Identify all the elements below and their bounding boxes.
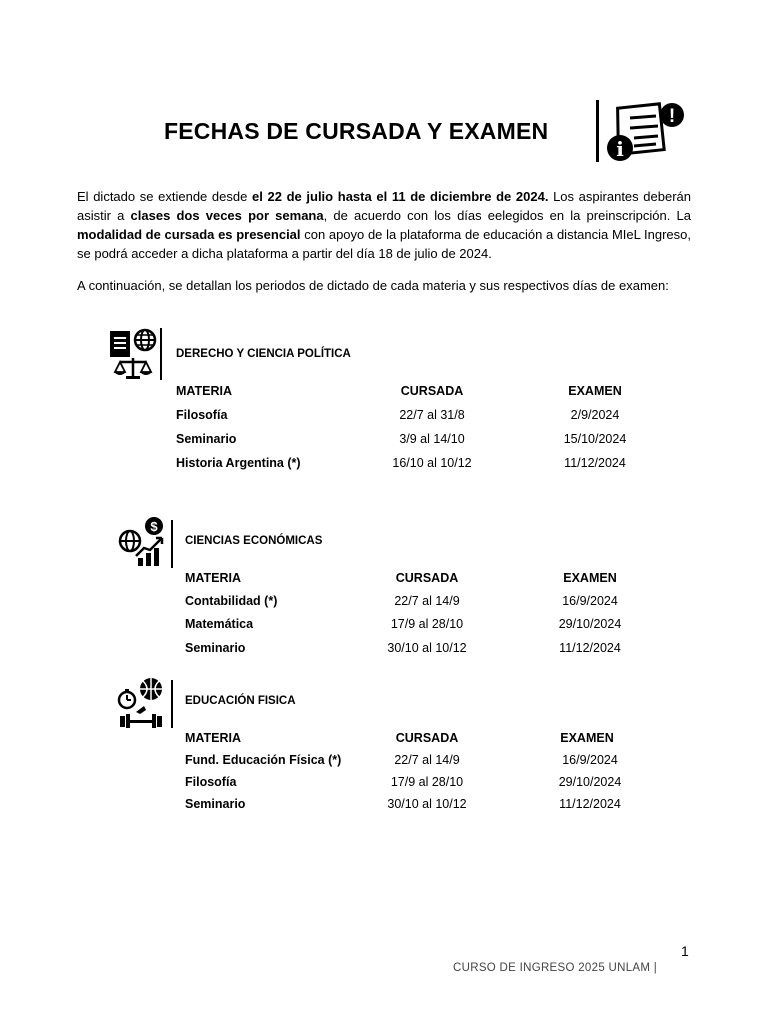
law-globe-icon	[108, 328, 158, 380]
table-row: Filosofía 22/7 al 31/8 2/9/2024	[176, 408, 620, 422]
table-row: Seminario 30/10 al 10/12 11/12/2024	[185, 641, 621, 655]
section-divider	[171, 520, 173, 568]
table-header: MATERIA CURSADA EXAMEN	[185, 731, 614, 745]
section-divider	[171, 680, 173, 728]
svg-text:!: !	[668, 106, 676, 127]
intro-paragraph: El dictado se extiende desde el 22 de julio hasta el 11 de diciembre de 2024. Los aspirantes deberán asistir a clases dos veces por semana, de acuerdo con los días eelegidos en la preinscripción. La modalidad de cursada es presencial con apoyo de la plataforma de educación a distancia MIeL Ingreso, se podrá acceder a dicha plataforma a partir del día 18 de julio de 2024.	[77, 189, 692, 261]
table-header: MATERIA CURSADA EXAMEN	[185, 571, 617, 585]
table-row: Contabilidad (*) 22/7 al 14/9 16/9/2024	[185, 594, 618, 608]
page-title: FECHAS DE CURSADA Y EXAMEN	[164, 118, 549, 144]
sports-icon	[116, 676, 166, 728]
section-divider	[160, 328, 162, 380]
section-title-derecho: DERECHO Y CIENCIA POLÍTICA	[176, 348, 351, 360]
footer-text: CURSO DE INGRESO 2025 UNLAM |	[453, 962, 658, 974]
info-document-icon	[596, 100, 688, 164]
section-title-economicas: CIENCIAS ECONÓMICAS	[185, 535, 323, 547]
economy-growth-icon	[118, 516, 166, 568]
table-row: Historia Argentina (*) 16/10 al 10/12 11/12/2024	[176, 456, 626, 470]
table-row: Fund. Educación Física (*) 22/7 al 14/9 16/9/2024	[185, 753, 618, 767]
continuation-paragraph: A continuación, se detallan los periodos de dictado de cada materia y sus respectivos días de examen:	[77, 278, 669, 293]
table-row: Seminario 30/10 al 10/12 11/12/2024	[185, 797, 621, 811]
section-title-educacion-fisica: EDUCACIÓN FISICA	[185, 695, 296, 707]
table-header: MATERIA CURSADA EXAMEN	[176, 384, 622, 398]
table-row: Filosofía 17/9 al 28/10 29/10/2024	[185, 775, 622, 789]
table-row: Matemática 17/9 al 28/10 29/10/2024	[185, 617, 622, 631]
svg-text:i: i	[616, 137, 624, 161]
svg-text:$: $	[150, 519, 158, 534]
table-row: Seminario 3/9 al 14/10 15/10/2024	[176, 432, 627, 446]
page-number: 1	[681, 943, 689, 959]
